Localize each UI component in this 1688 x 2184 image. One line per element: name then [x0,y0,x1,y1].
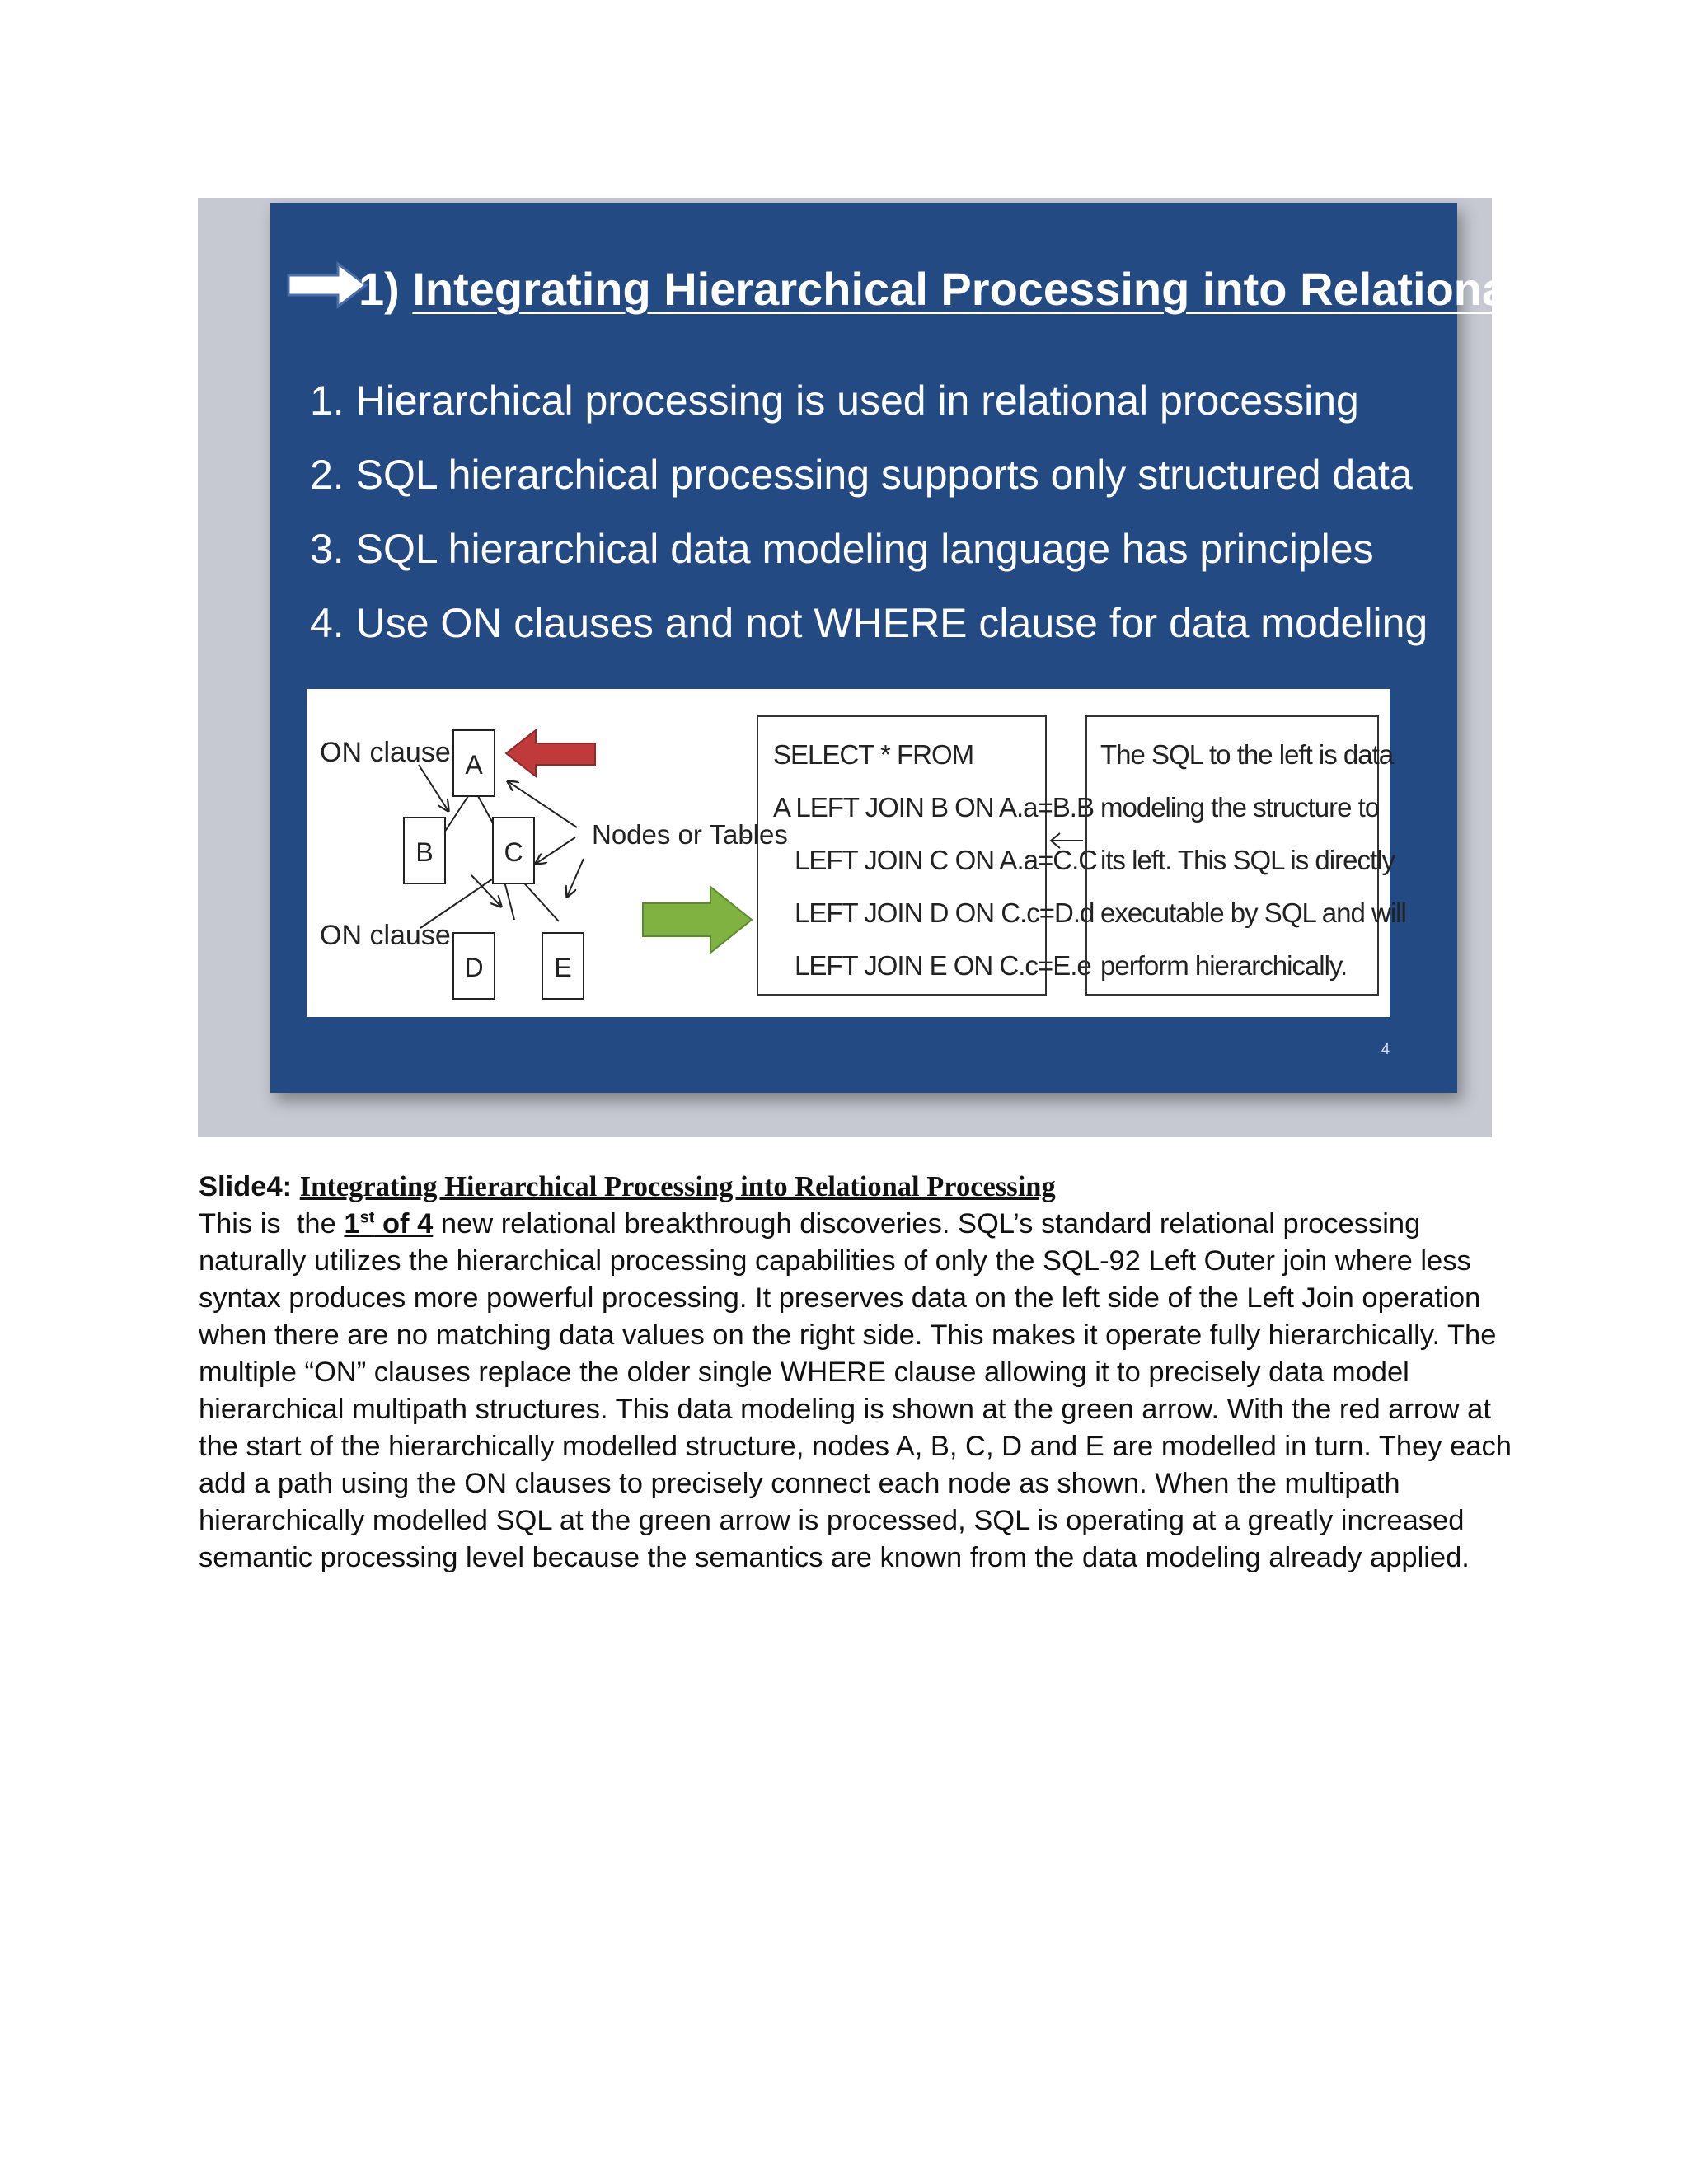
sql-code-box [757,715,1098,996]
caption-line: hierarchically modelled SQL at the green arrow is processed, SQL is operating at a greatly increased [199,1505,1465,1536]
note-line: its left. This SQL is directly [1100,845,1395,875]
on-clause-label-top: ON clause [320,737,451,768]
left-arrow-icon [1048,831,1085,851]
hierarchy-diagram [307,689,788,1017]
sql-line: SELECT * FROM [773,739,974,770]
caption-line: semantic processing level because the semantics are known from the data modeling already applied. [199,1542,1470,1573]
bullet-list [310,363,1428,660]
sql-line: LEFT JOIN E ON C.c=E.e [795,950,1091,981]
caption-line: syntax produces more powerful processing. It preserves data on the left side of the Left Join operation [199,1282,1481,1314]
ordinal-suffix: of 4 [374,1208,434,1240]
note-line: executable by SQL and will [1100,898,1406,928]
slide-image-frame [198,198,1521,1137]
node-e-label: E [554,953,572,982]
caption-line: when there are no matching data values on the right side. This makes it operate fully hierarchically. The [199,1319,1497,1351]
note-line: The SQL to the left is data [1100,739,1394,770]
caption-text: new relational breakthrough discoveries. SQL’s standard relational processing [433,1208,1421,1240]
bullet-item: 4. Use ON clauses and not WHERE clause for data modeling [310,600,1428,646]
caption-line: the start of the hierarchically modelled structure, nodes A, B, C, D and E are modelled in turn. They each [199,1431,1512,1462]
bullet-item: 3. SQL hierarchical data modeling language has principles [310,526,1374,572]
slide-title [359,260,1521,318]
caption-line: hierarchical multipath structures. This data modeling is shown at the green arrow. With the red arrow at [199,1394,1491,1425]
slide-title-number: 1) [359,263,400,315]
diagram-panel [307,689,1406,1017]
caption-heading [199,1169,1501,1206]
node-c-label: C [504,837,523,867]
white-arrow-icon [287,262,369,308]
bullet-item: 1. Hierarchical processing is used in relational processing [310,377,1359,424]
caption-label: Slide4: [199,1171,293,1202]
green-arrow-icon [643,887,752,953]
ordinal-superscript: st [359,1208,375,1227]
caption-title: Integrating Hierarchical Processing into Relational Processing [299,1171,1056,1202]
ordinal-marker [344,1208,433,1240]
bullet-item: 2. SQL hierarchical processing supports only structured data [310,452,1413,498]
caption-line: add a path using the ON clauses to precisely connect each node as shown. When the multipath [199,1468,1400,1499]
slide-page-number: 4 [1381,1041,1390,1057]
caption-text: This is the [199,1208,345,1240]
on-clause-label-bottom: ON clause [320,920,451,951]
note-line: perform hierarchically. [1100,950,1348,981]
caption-line: naturally utilizes the hierarchical processing capabilities of only the SQL-92 Left Outer join where less [199,1245,1471,1277]
caption-line [199,1206,1501,1243]
sql-line: A LEFT JOIN B ON A.a=B.B [773,792,1094,823]
ordinal-number: 1 [344,1208,360,1240]
sql-line: LEFT JOIN D ON C.c=D.d [795,898,1095,928]
explanation-box [1085,715,1406,996]
note-line: modeling the structure to [1100,792,1380,823]
sql-line: LEFT JOIN C ON A.a=C.C [795,845,1098,875]
node-b-label: B [415,837,434,867]
slide-caption [199,1169,1512,1577]
node-d-label: D [464,953,484,982]
caption-line: multiple “ON” clauses replace the older single WHERE clause allowing it to precisely data model [199,1357,1409,1388]
slide [270,203,1521,1093]
nodes-or-tables-label: Nodes or Tables [592,819,788,850]
red-arrow-icon [506,730,595,776]
node-a-label: A [465,750,483,780]
slide-title-text: Integrating Hierarchical Processing into Relational [412,263,1521,315]
